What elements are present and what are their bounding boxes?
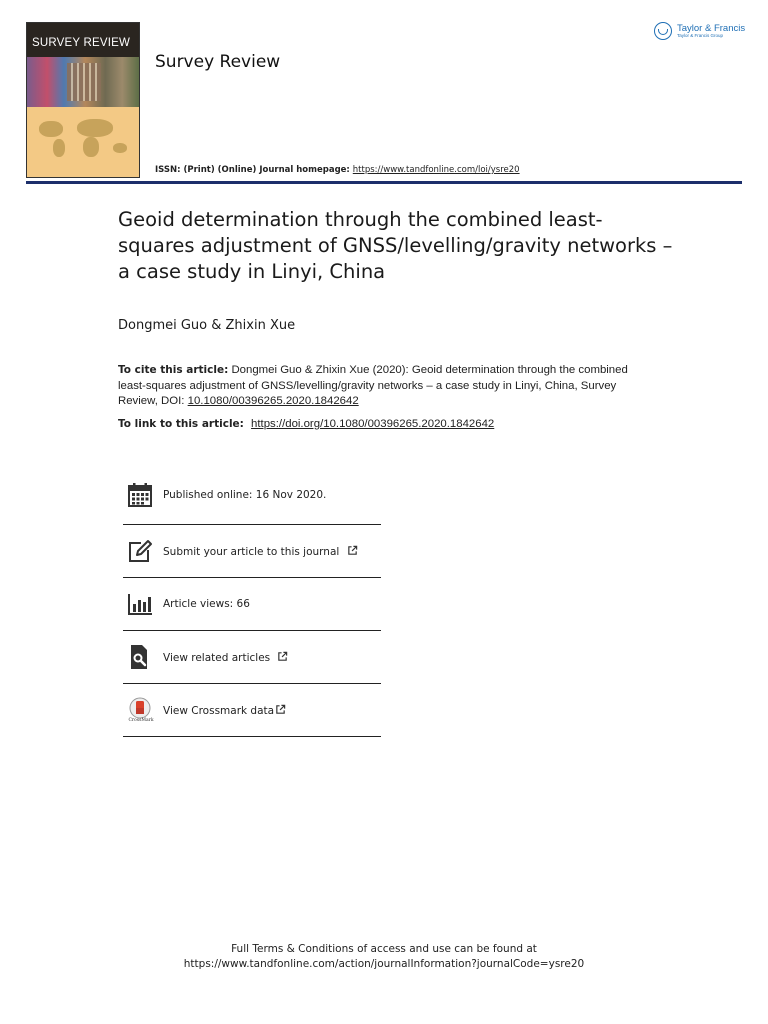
journal-name: Survey Review <box>155 52 281 72</box>
header-divider <box>26 181 742 184</box>
article-info-list <box>123 466 381 737</box>
article-link-line <box>118 418 494 430</box>
cite-label: To cite this article: <box>118 364 229 376</box>
external-link-icon <box>275 704 286 715</box>
cover-photo-collage <box>27 57 139 107</box>
article-title: Geoid determination through the combined least-squares adjustment of GNSS/levelling/gravity networks – a case study in Linyi, China <box>118 208 673 283</box>
search-document-icon <box>127 644 155 670</box>
article-doi-url-link[interactable]: https://doi.org/10.1080/00396265.2020.1842642 <box>251 418 495 430</box>
published-online-text: Published online: 16 Nov 2020. <box>163 489 327 501</box>
published-online-row <box>123 466 381 525</box>
external-link-icon <box>347 545 358 556</box>
publisher-name: Taylor & Francis <box>677 22 746 34</box>
cover-world-map <box>27 107 139 177</box>
journal-cover-image <box>26 22 140 178</box>
article-views-text: Article views: 66 <box>163 598 250 610</box>
cover-title: SURVEY REVIEW <box>32 37 131 49</box>
article-authors: Dongmei Guo & Zhixin Xue <box>118 318 296 333</box>
crossmark-icon <box>127 697 155 723</box>
cite-text: Dongmei Guo & Zhixin Xue (2020): Geoid determination through the combined least-squares adjustment of GNSS/levelling/gravity networks – a case study in Linyi, China, Survey Review, DOI: <box>118 364 628 407</box>
bar-chart-icon <box>127 591 155 617</box>
doi-link[interactable]: 10.1080/00396265.2020.1842642 <box>187 395 359 407</box>
related-articles-text: View related articles <box>163 651 271 664</box>
issn-line <box>155 165 520 175</box>
crossmark-logo-word: CrossMark <box>128 718 154 723</box>
edit-icon <box>127 538 155 564</box>
publisher-group-name: Taylor & Francis Group <box>677 33 724 38</box>
terms-url[interactable]: https://www.tandfonline.com/action/journalInformation?journalCode=ysre20 <box>183 958 585 970</box>
article-views-row <box>123 578 381 631</box>
submit-article-row[interactable] <box>123 525 381 578</box>
issn-text: ISSN: (Print) (Online) Journal homepage: <box>155 165 353 175</box>
terms-footer <box>0 942 768 972</box>
terms-line: Full Terms & Conditions of access and use can be found at <box>231 943 537 955</box>
crossmark-row[interactable] <box>123 684 381 737</box>
crossmark-text: View Crossmark data <box>163 704 275 717</box>
journal-homepage-link[interactable]: https://www.tandfonline.com/loi/ysre20 <box>352 165 520 175</box>
related-articles-row[interactable] <box>123 631 381 684</box>
publisher-logo-icon <box>654 22 672 40</box>
publisher-logo[interactable] <box>654 22 745 40</box>
calendar-icon <box>127 482 155 508</box>
citation-block <box>118 363 654 410</box>
submit-article-text: Submit your article to this journal <box>163 545 340 558</box>
external-link-icon <box>277 651 288 662</box>
link-label: To link to this article: <box>118 418 244 430</box>
